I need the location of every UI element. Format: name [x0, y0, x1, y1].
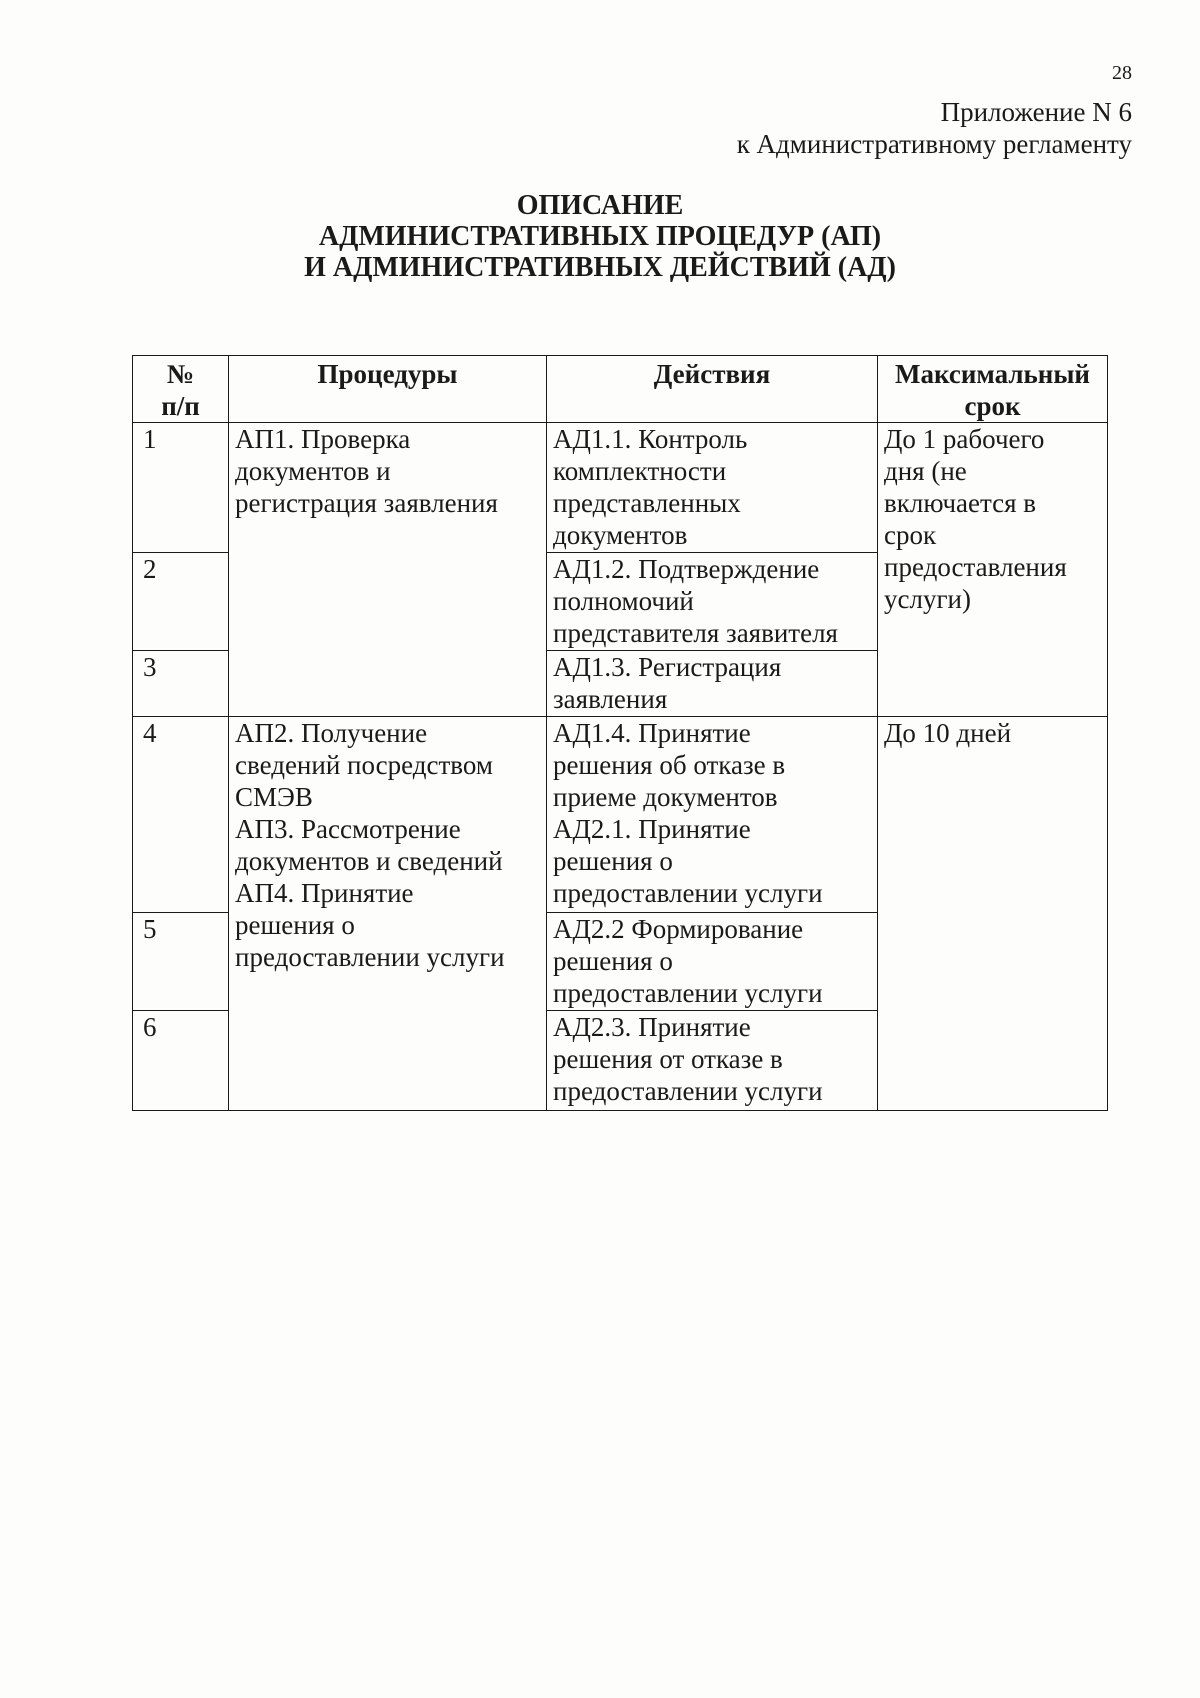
- deadline-cell: До 1 рабочего дня (не включается в срок предоставления услуги): [878, 423, 1108, 717]
- document-title: [0, 190, 1200, 283]
- page-number: 28: [1112, 62, 1132, 84]
- title-line-2: АДМИНИСТРАТИВНЫХ ПРОЦЕДУР (АП): [318, 221, 882, 252]
- procedures-table: [132, 355, 1108, 1111]
- appendix-line-2: к Административному регламенту: [736, 129, 1132, 159]
- row-number: 3: [133, 651, 229, 717]
- table-row: [133, 717, 1108, 913]
- row-number: 4: [133, 717, 229, 913]
- action-cell: АД2.3. Принятие решения от отказе в предоставлении услуги: [547, 1011, 878, 1111]
- action-cell: АД1.1. Контроль комплектности представленных документов: [547, 423, 878, 553]
- header-actions: Действия: [547, 356, 878, 423]
- action-cell: АД1.2. Подтверждение полномочий представителя заявителя: [547, 553, 878, 651]
- table-header-row: [133, 356, 1108, 423]
- action-cell: АД2.2 Формирование решения о предоставлении услуги: [547, 913, 878, 1011]
- action-cell: АД1.3. Регистрация заявления: [547, 651, 878, 717]
- row-number: 6: [133, 1011, 229, 1111]
- appendix-note: [737, 96, 1132, 160]
- procedure-cell: АП1. Проверка документов и регистрация заявления: [229, 423, 547, 717]
- header-number: № п/п: [133, 356, 229, 423]
- row-number: 1: [133, 423, 229, 553]
- title-line-1: ОПИСАНИЕ: [516, 190, 684, 221]
- header-procedures: Процедуры: [229, 356, 547, 423]
- table-row: [133, 423, 1108, 553]
- title-line-3: И АДМИНИСТРАТИВНЫХ ДЕЙСТВИЙ (АД): [304, 252, 896, 283]
- row-number: 5: [133, 913, 229, 1011]
- deadline-cell: До 10 дней: [878, 717, 1108, 1111]
- row-number: 2: [133, 553, 229, 651]
- action-cell: АД1.4. Принятие решения об отказе в приеме документов АД2.1. Принятие решения о предоставлении услуги: [547, 717, 878, 913]
- appendix-line-1: Приложение N 6: [940, 97, 1132, 127]
- procedure-cell: АП2. Получение сведений посредством СМЭВ АП3. Рассмотрение документов и сведений АП4. Принятие решения о предоставлении услуги: [229, 717, 547, 1111]
- header-deadline: Максимальный срок: [878, 356, 1108, 423]
